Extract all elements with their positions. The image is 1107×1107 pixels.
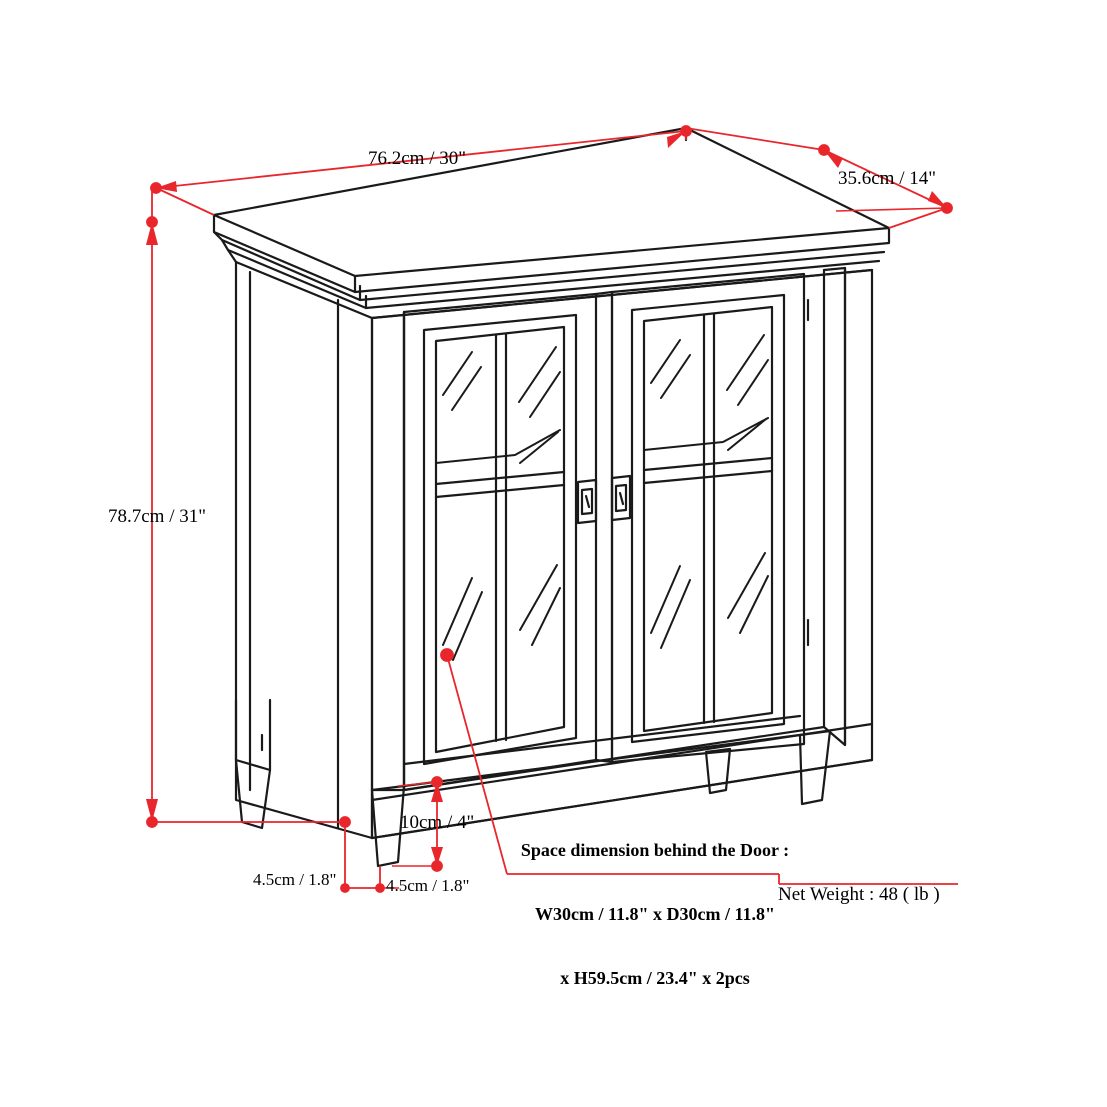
dimension-label-width: 76.2cm / 30" [368, 148, 466, 169]
net-weight-label: Net Weight : 48 ( lb ) [778, 884, 940, 905]
space-note-line-2: W30cm / 11.8" x D30cm / 11.8" [535, 904, 775, 925]
dimension-label-leg-width-right: 4.5cm / 1.8" [386, 876, 470, 895]
space-note-line-1: Space dimension behind the Door : [520, 840, 790, 861]
dimension-label-depth: 35.6cm / 14" [838, 168, 936, 189]
dimension-label-leg-width-left: 4.5cm / 1.8" [253, 870, 337, 889]
dimension-label-height: 78.7cm / 31" [108, 506, 206, 527]
dimension-label-leg-height: 10cm / 4" [400, 812, 475, 833]
space-note [520, 798, 790, 1032]
space-note-line-3: x H59.5cm / 23.4" x 2pcs [560, 967, 750, 988]
